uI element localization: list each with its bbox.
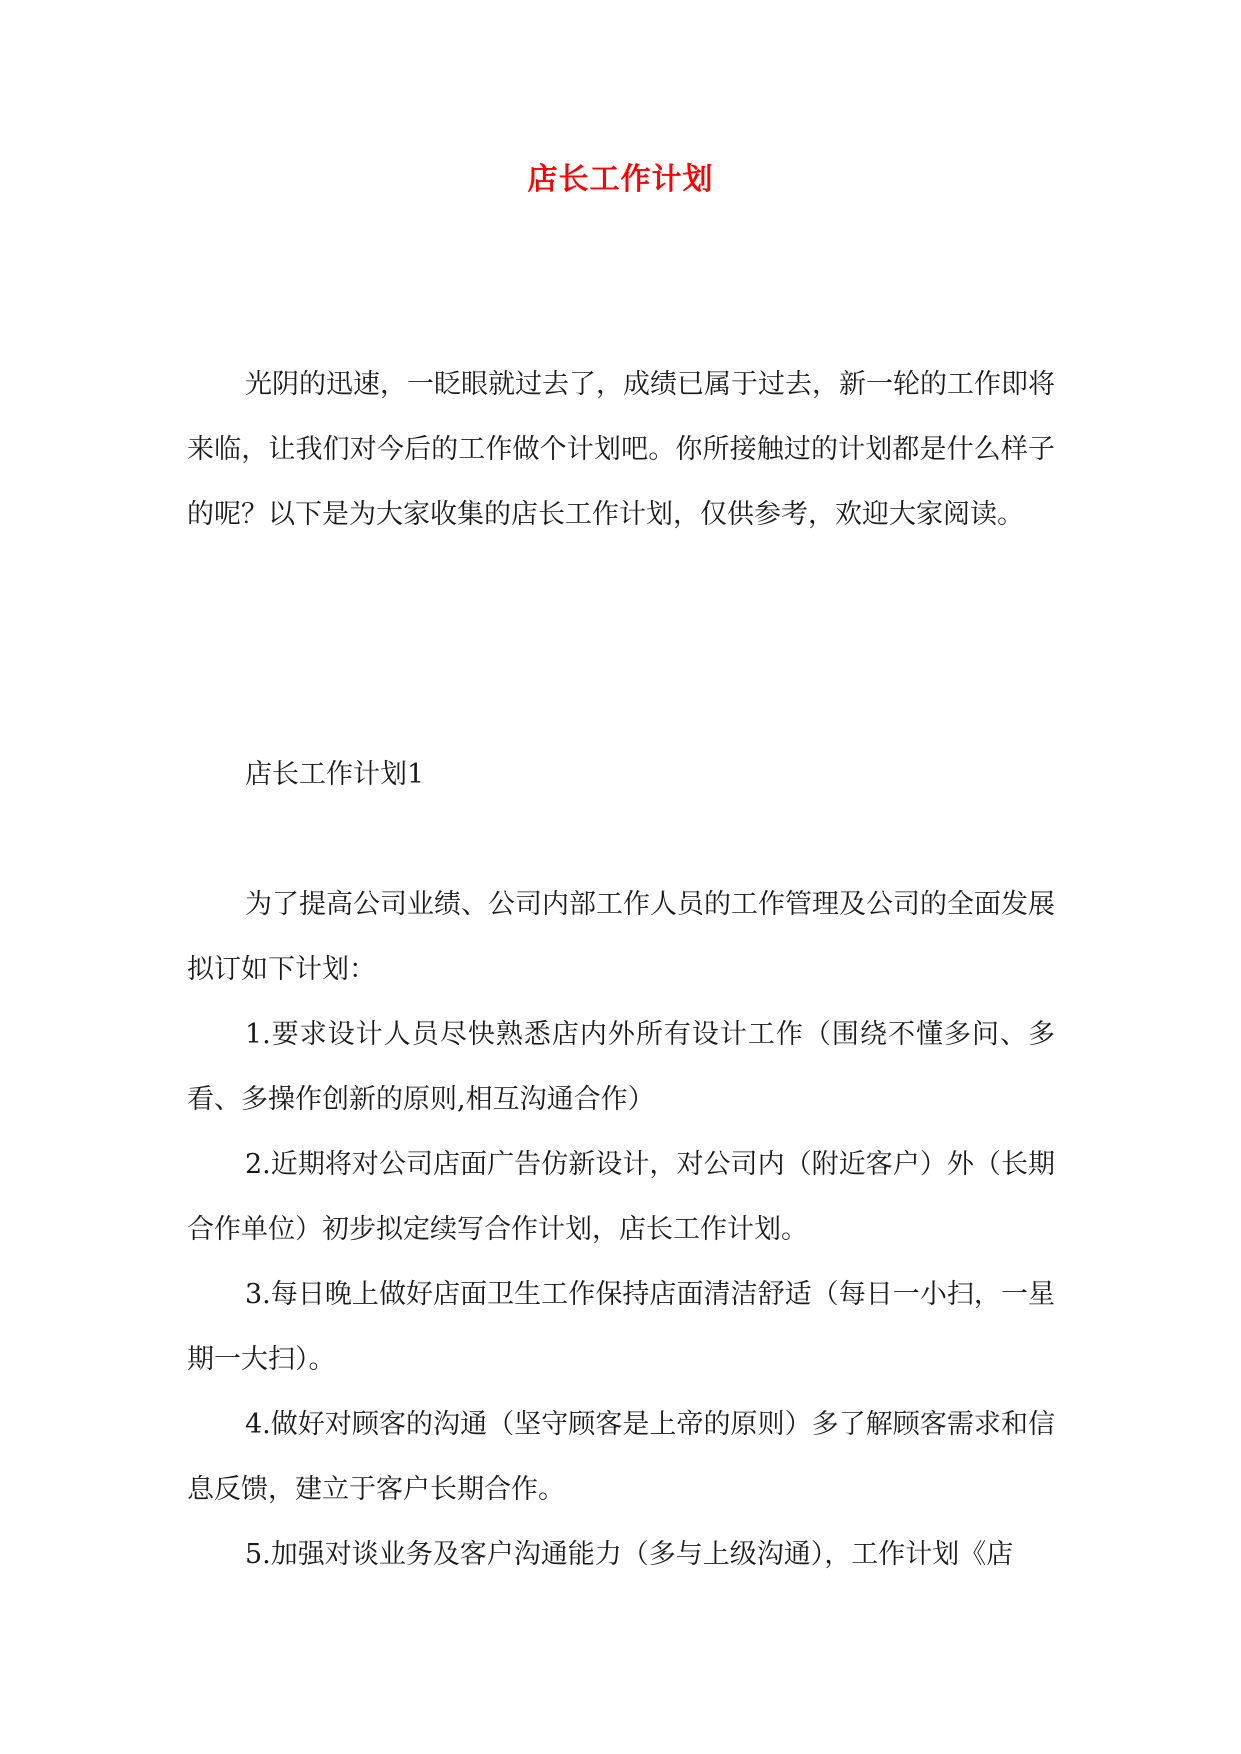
section-heading: 店长工作计划1 <box>245 759 425 790</box>
plan-item-3: 3.每日晚上做好店面卫生工作保持店面清洁舒适（每日一小扫，一星期一大扫）。 <box>187 1279 1055 1375</box>
plan-item-5: 5.加强对谈业务及客户沟通能力（多与上级沟通），工作计划《店 <box>245 1539 1014 1570</box>
section-intro-paragraph: 为了提高公司业绩、公司内部工作人员的工作管理及公司的全面发展拟订如下计划： <box>187 889 1055 985</box>
plan-item-4: 4.做好对顾客的沟通（坚守顾客是上帝的原则）多了解顾客需求和信息反馈，建立于客户长期合作。 <box>187 1409 1055 1505</box>
document-title: 店长工作计划 <box>527 162 714 197</box>
plan-item-1: 1.要求设计人员尽快熟悉店内外所有设计工作（围绕不懂多问、多看、多操作创新的原则,相互沟通合作） <box>187 1019 1055 1115</box>
intro-paragraph: 光阴的迅速，一眨眼就过去了，成绩已属于过去，新一轮的工作即将来临，让我们对今后的工作做个计划吧。你所接触过的计划都是什么样子的呢？以下是为大家收集的店长工作计划，仅供参考，欢迎大家阅读。 <box>187 369 1055 530</box>
plan-item-2: 2.近期将对公司店面广告仿新设计，对公司内（附近客户）外（长期合作单位）初步拟定续写合作计划，店长工作计划。 <box>187 1149 1055 1245</box>
